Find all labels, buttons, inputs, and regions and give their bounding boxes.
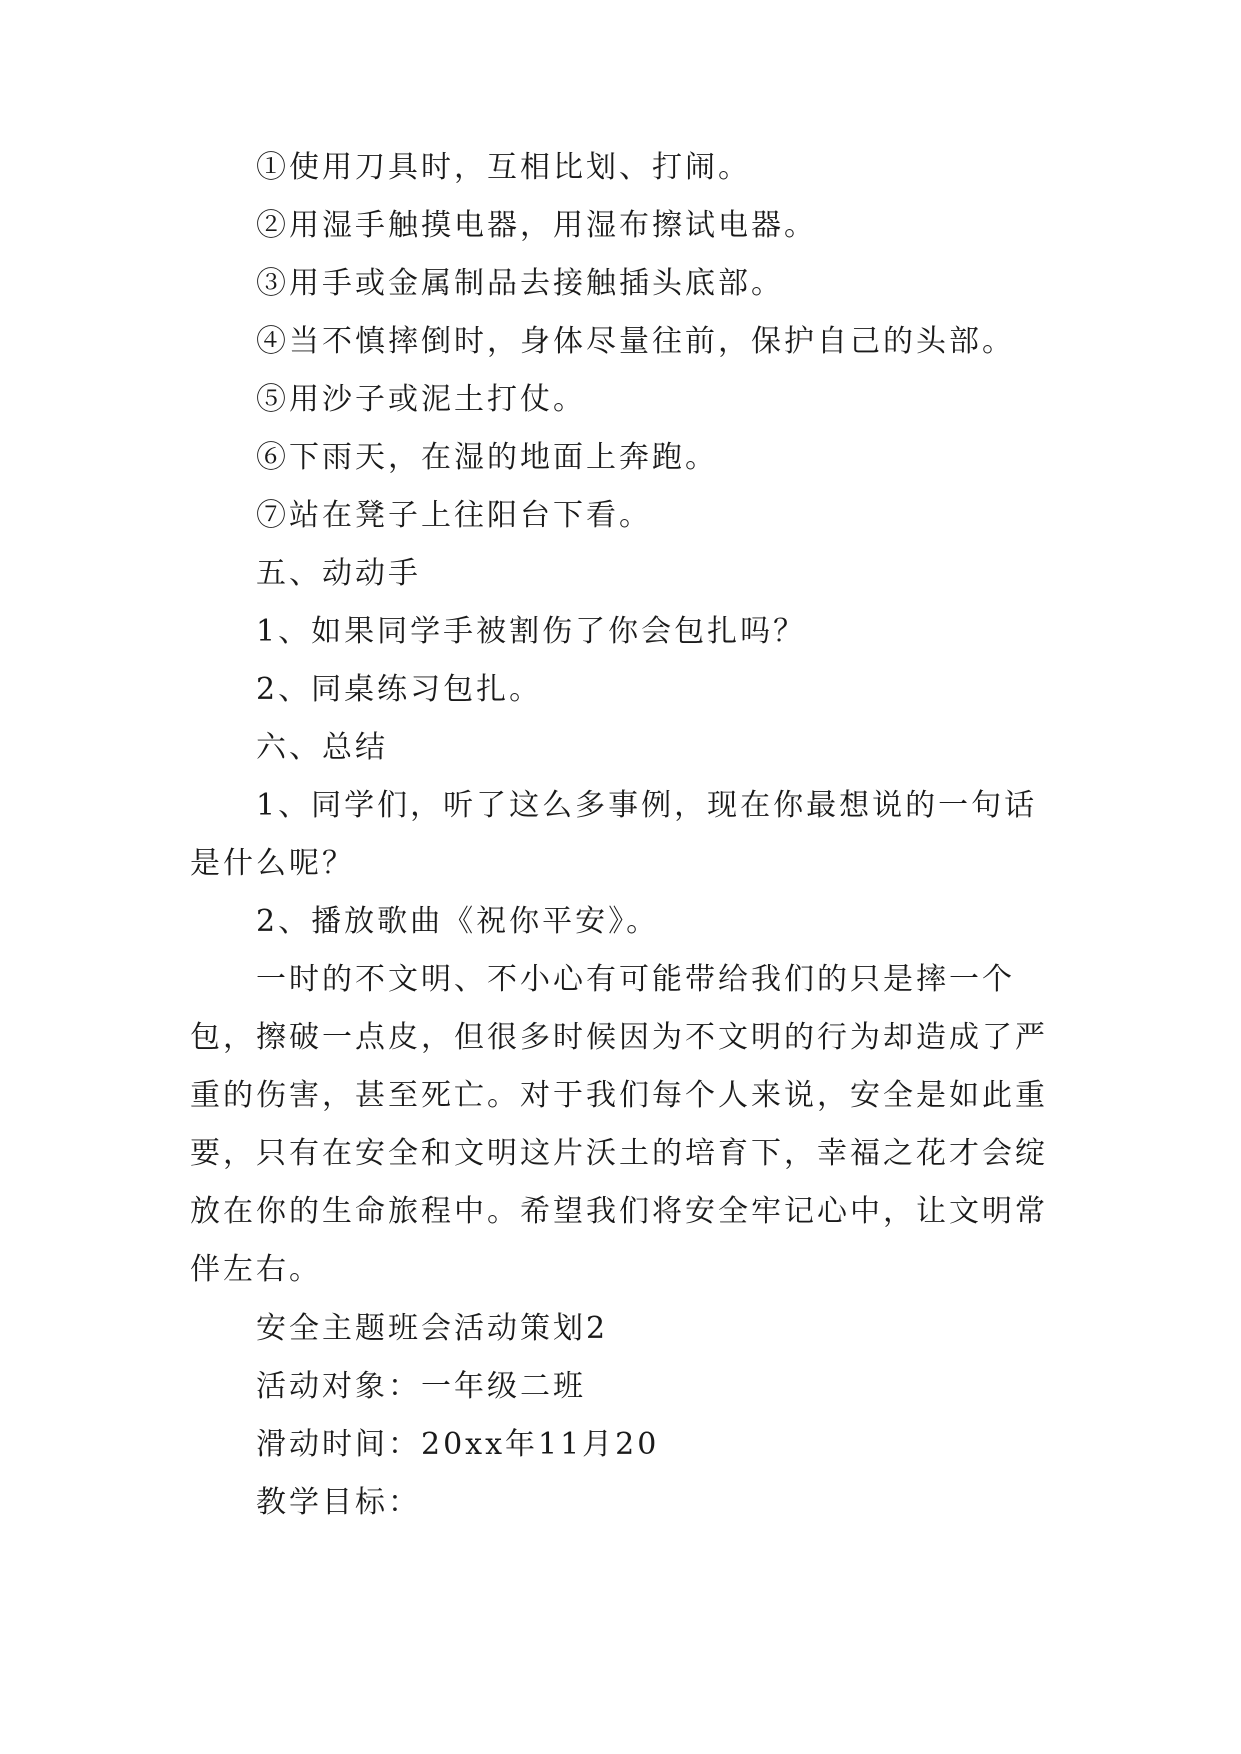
list-item: ①使用刀具时，互相比划、打闹。 <box>256 150 751 185</box>
list-item: ③用手或金属制品去接触插头底部。 <box>256 266 784 301</box>
list-item-continuation: 是什么呢？ <box>190 846 355 881</box>
activity-time: 滑动时间：20xx年11月20 <box>256 1427 660 1462</box>
list-item: 1、同学们，听了这么多事例，现在你最想说的一句话 <box>256 788 1038 823</box>
list-item: ④当不慎摔倒时，身体尽量往前，保护自己的头部。 <box>256 324 1015 359</box>
section-heading: 五、动动手 <box>256 556 421 591</box>
list-item: ②用湿手触摸电器，用湿布擦试电器。 <box>256 208 817 243</box>
list-item: ⑤用沙子或泥土打仗。 <box>256 382 586 417</box>
list-item: ⑥下雨天，在湿的地面上奔跑。 <box>256 440 718 475</box>
closing-paragraph: 一时的不文明、不小心有可能带给我们的只是摔一个包，擦破一点皮，但很多时候因为不文明的行为却造成了严重的伤害，甚至死亡。对于我们每个人来说，安全是如此重要，只有在安全和文明这片沃土的培育下，幸福之花才会绽放在你的生命旅程中。希望我们将安全牢记心中，让文明常伴左右。 <box>190 962 1048 1287</box>
section-heading: 六、总结 <box>256 730 388 765</box>
section-title: 安全主题班会活动策划2 <box>256 1311 609 1346</box>
list-item: 1、如果同学手被割伤了你会包扎吗？ <box>256 614 807 649</box>
list-item: ⑦站在凳子上往阳台下看。 <box>256 498 652 533</box>
activity-target: 活动对象：一年级二班 <box>256 1369 586 1404</box>
list-item: 2、播放歌曲《祝你平安》。 <box>256 904 660 939</box>
teaching-goal-heading: 教学目标： <box>256 1485 421 1520</box>
list-item: 2、同桌练习包扎。 <box>256 672 543 707</box>
